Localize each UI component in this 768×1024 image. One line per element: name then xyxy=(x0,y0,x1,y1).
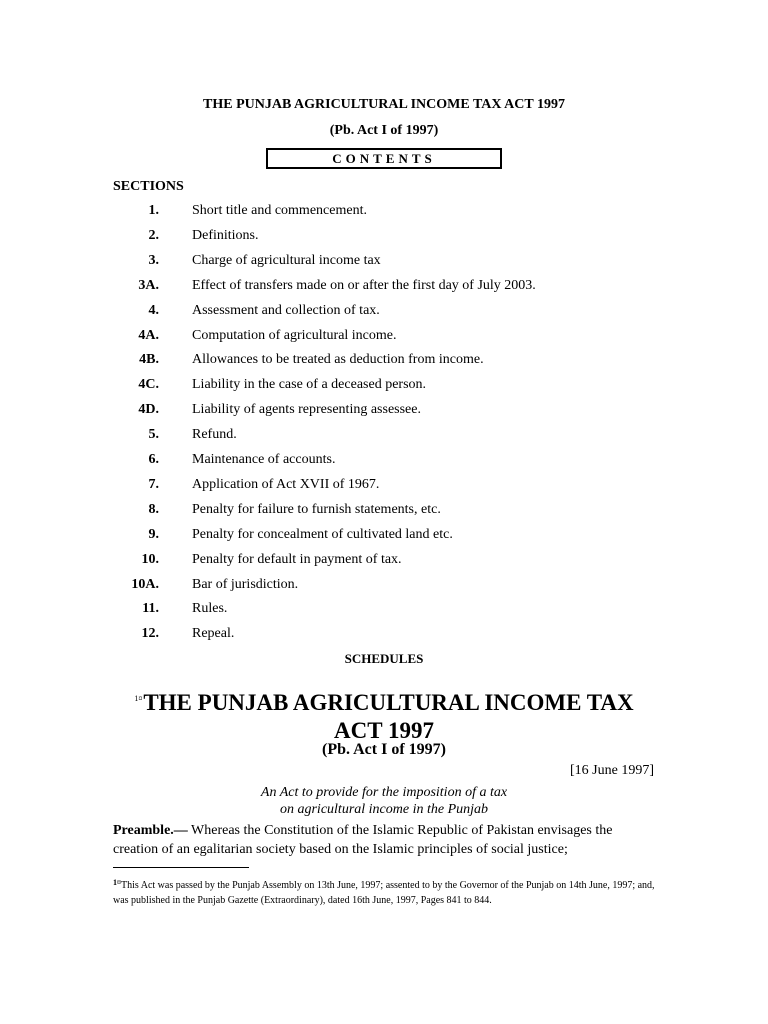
section-title: Liability of agents representing assessee. xyxy=(192,402,421,418)
section-number: 4A. xyxy=(138,327,159,343)
long-title-line1: An Act to provide for the imposition of a tax xyxy=(260,785,508,800)
act-heading-line2: ACT 1997 xyxy=(334,718,434,743)
section-title: Penalty for failure to furnish statements, etc. xyxy=(192,501,441,517)
footnote xyxy=(113,875,658,908)
preamble xyxy=(113,821,658,859)
section-number: 6. xyxy=(148,452,159,467)
section-row xyxy=(0,326,768,346)
preamble-text: Whereas the Constitution of the Islamic Republic of Pakistan envisages the creation of an egalitarian society based on the Islamic principles of social justice; xyxy=(113,823,613,857)
act-heading-line1: THE PUNJAB AGRICULTURAL INCOME TAX xyxy=(143,690,634,715)
toc-title: THE PUNJAB AGRICULTURAL INCOME TAX ACT 1997 xyxy=(203,97,565,112)
section-number: 5. xyxy=(148,427,159,443)
section-title: Effect of transfers made on or after the first day of July 2003. xyxy=(192,277,536,293)
act-date: [16 June 1997] xyxy=(570,763,654,778)
section-title: Liability in the case of a deceased person. xyxy=(192,377,427,393)
section-title: Refund. xyxy=(192,427,237,443)
section-row xyxy=(0,276,768,296)
section-row xyxy=(0,550,768,570)
section-number: 8. xyxy=(148,501,159,517)
section-row xyxy=(0,226,768,246)
long-title-line2: on agricultural income in the Punjab xyxy=(279,802,489,817)
section-title: Short title and commencement. xyxy=(192,203,367,218)
section-row xyxy=(0,624,768,644)
toc-subtitle: (Pb. Act I of 1997) xyxy=(329,123,439,138)
section-row xyxy=(0,475,768,495)
long-title xyxy=(0,784,768,818)
section-row xyxy=(0,400,768,420)
footnote-text: This Act was passed by the Punjab Assembly on 13th June, 1997; assented to by the Governor of the Punjab on 14th June, 1997; and, was published in the Punjab Gazette (Extraordinary), dated 16th June, 1997, Pages 841 to 844. xyxy=(113,880,655,906)
section-row xyxy=(0,450,768,470)
section-title: Penalty for concealment of cultivated land etc. xyxy=(192,526,453,542)
section-row xyxy=(0,301,768,321)
section-title: Application of Act XVII of 1967. xyxy=(192,476,380,492)
section-row xyxy=(0,201,768,221)
section-title: Allowances to be treated as deduction from income. xyxy=(192,352,484,368)
section-title: Definitions. xyxy=(192,227,259,243)
section-title: Assessment and collection of tax. xyxy=(192,302,380,318)
section-row xyxy=(0,425,768,445)
section-number: 4. xyxy=(148,302,159,318)
section-number: 3A. xyxy=(138,277,159,293)
act-heading xyxy=(0,685,768,745)
section-row xyxy=(0,350,768,370)
section-row xyxy=(0,575,768,595)
section-row xyxy=(0,599,768,619)
section-number: 1. xyxy=(148,203,159,218)
section-number: 10A. xyxy=(131,576,159,592)
section-title: Computation of agricultural income. xyxy=(192,327,397,343)
section-number: 12. xyxy=(141,626,159,642)
section-title: Maintenance of accounts. xyxy=(192,452,336,467)
section-row xyxy=(0,251,768,271)
section-number: 4D. xyxy=(138,402,159,418)
section-number: 3. xyxy=(148,252,159,268)
schedules-label: SCHEDULES xyxy=(344,651,424,666)
section-number: 2. xyxy=(148,227,159,243)
section-title: Penalty for default in payment of tax. xyxy=(192,551,402,567)
act-footnote-mark: 1¤ xyxy=(134,694,143,703)
section-number: 11. xyxy=(142,601,159,617)
contents-box: CONTENTS xyxy=(266,148,502,169)
footnote-mark: 1¤ xyxy=(113,878,121,887)
section-number: 4C. xyxy=(138,377,159,393)
section-title: Bar of jurisdiction. xyxy=(192,576,299,592)
section-title: Rules. xyxy=(192,601,228,617)
section-row xyxy=(0,525,768,545)
act-subheading: (Pb. Act I of 1997) xyxy=(322,741,446,758)
section-title: Repeal. xyxy=(192,626,235,642)
section-number: 9. xyxy=(148,526,159,542)
footnote-divider xyxy=(113,867,249,868)
section-number: 4B. xyxy=(139,352,159,368)
section-title: Charge of agricultural income tax xyxy=(192,252,381,268)
section-number: 10. xyxy=(141,551,159,567)
section-row xyxy=(0,375,768,395)
preamble-lead: Preamble.— xyxy=(113,823,188,838)
section-row xyxy=(0,500,768,520)
sections-label: SECTIONS xyxy=(113,179,184,194)
section-number: 7. xyxy=(148,476,159,492)
